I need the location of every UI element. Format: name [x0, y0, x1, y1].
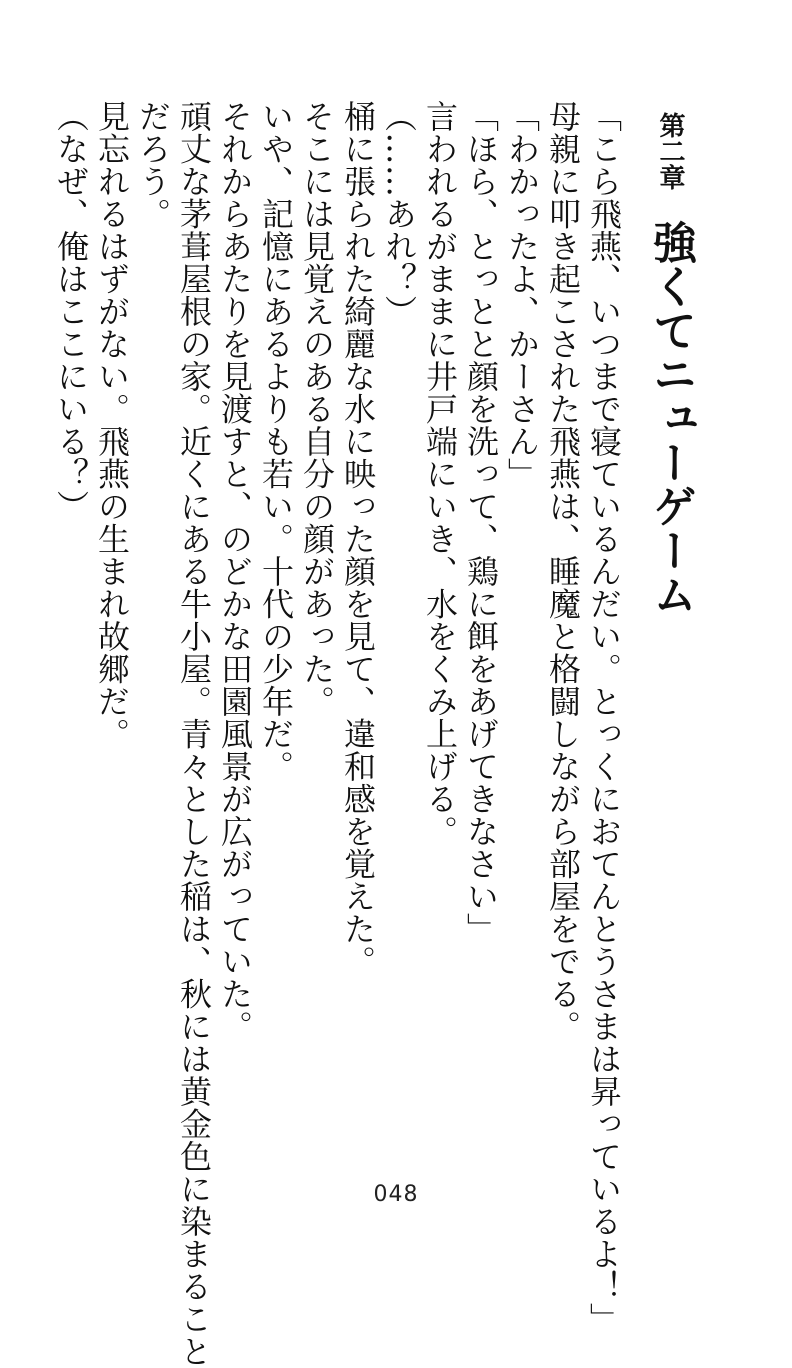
chapter-title: 強くてニューゲーム — [645, 220, 696, 616]
text-line: 桶に張られた綺麗な水に映った顔を見て、違和感を覚えた。 — [339, 100, 377, 978]
text-line: それからあたりを見渡すと、のどかな田園風景が広がっていた。 — [216, 100, 254, 1043]
chapter-heading — [645, 112, 696, 712]
text-line: 母親に叩き起こされた飛燕は、睡魔と格闘しながら部屋をでる。 — [544, 100, 582, 1043]
text-line: 「ほら、とっとと顔を洗って、鶏に餌をあげてきなさい」 — [462, 100, 500, 945]
page-number: 048 — [373, 1182, 419, 1207]
text-line: だろう。 — [134, 100, 172, 230]
text-line: 頑丈な茅葺屋根の家。近くにある牛小屋。青々とした稲は、秋には黄金色に染まること — [175, 100, 213, 1368]
text-line: 「わかったよ、かーさん」 — [503, 100, 541, 490]
text-line: 「こら飛燕、いつまで寝ているんだい。とっくにおてんとうさまは昇っているよ！」 — [585, 100, 623, 1335]
text-line: そこには見覚えのある自分の顔があった。 — [298, 100, 336, 718]
chapter-label: 第二章 — [655, 112, 685, 190]
text-line: 言われるがままに井戸端にいき、水をくみ上げる。 — [421, 100, 459, 848]
text-line: いや、記憶にあるよりも若い。十代の少年だ。 — [257, 100, 295, 783]
text-line: （……あれ？） — [380, 100, 418, 328]
text-line: （なぜ、俺はここにいる？） — [52, 100, 90, 523]
text-line: 見忘れるはずがない。飛燕の生まれ故郷だ。 — [93, 100, 131, 750]
